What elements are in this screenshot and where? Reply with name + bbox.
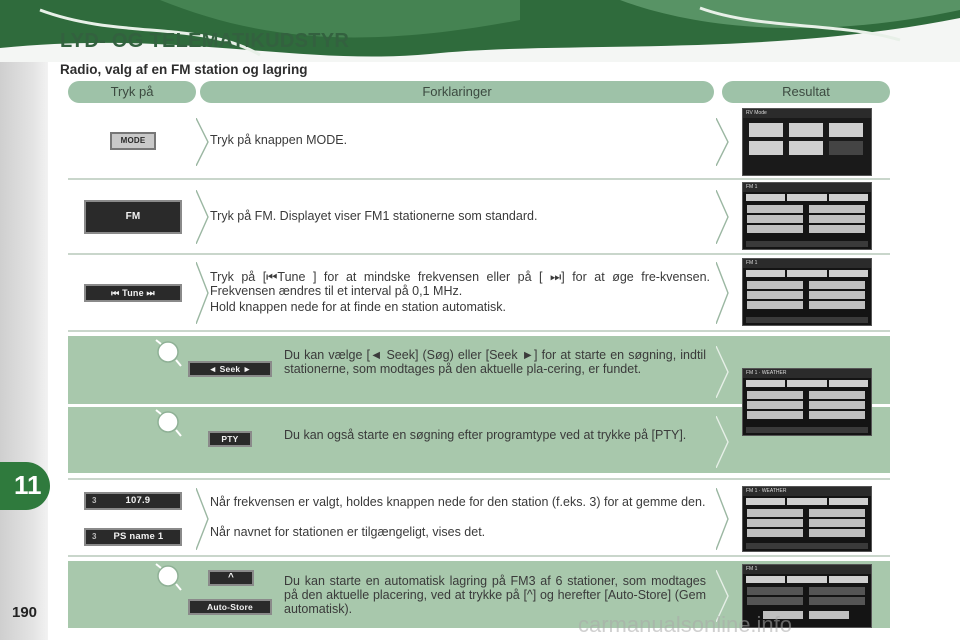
row-separator <box>68 253 890 255</box>
mode-button[interactable]: MODE <box>110 132 156 150</box>
row-text: Du kan vælge [◄ Seek] (Søg) eller [Seek ►] for at starte en søgning, indtil stationerne, som modtages på den aktuelle pla-cering, er fundet. <box>284 348 706 376</box>
chevron-divider-icon <box>196 190 210 244</box>
page-number: 190 <box>12 604 38 621</box>
row-text: Tryk på FM. Displayet viser FM1 stationerne som standard. <box>210 209 538 223</box>
result-screen-autostore: FM 1 <box>742 564 872 628</box>
row-text: Tryk på knappen MODE. <box>210 133 348 147</box>
pty-button[interactable]: PTY <box>208 431 252 447</box>
preset-name-button[interactable] <box>84 528 182 546</box>
lightbulb-tip-icon <box>152 408 182 438</box>
preset-station-name: PS name 1 <box>113 531 164 542</box>
section-subtitle: Radio, valg af en FM station og lagring <box>60 62 308 77</box>
row-text: Når frekvensen er valgt, holdes knappen nede for den station (f.eks. 3) for at gemme den. <box>210 495 706 509</box>
result-screen-tune: FM 1 <box>742 258 872 326</box>
chevron-divider-icon <box>716 262 730 324</box>
row-text: Tryk på [⏮Tune ] for at mindske frekvensen eller på [ ⏭] for at øge fre-kvensen. Frekvensen ændres til et interval på 0,1 MHz. <box>210 270 710 298</box>
column-header-result: Resultat <box>722 81 890 103</box>
result-screen-mode: RV Mode <box>742 108 872 176</box>
row-text: Du kan også starte en søgning efter programtype ved at trykke på [PTY]. <box>284 428 687 442</box>
row-text-secondary: Hold knappen nede for at finde en station automatisk. <box>210 300 507 314</box>
preset-number: 3 <box>92 496 97 505</box>
preset-frequency-button[interactable] <box>84 492 182 510</box>
row-separator <box>68 555 890 557</box>
result-screen-preset: FM 1 · WEATHER <box>742 486 872 552</box>
row-text: Du kan starte en automatisk lagring på FM3 af 6 stationer, som modtages på den aktuelle placering, ved at trykke på [^] og herefter [Auto-Store] (Gem automatisk). <box>284 574 706 616</box>
preset-frequency: 107.9 <box>125 495 151 506</box>
row-separator <box>68 178 890 180</box>
chevron-divider-icon <box>196 488 210 550</box>
watermark: carmanualsonline.info <box>578 612 793 637</box>
result-screen-seek-pty: FM 1 · WEATHER <box>742 368 872 436</box>
left-margin-bar <box>0 0 48 640</box>
chevron-divider-icon <box>716 488 730 550</box>
lightbulb-tip-icon <box>152 338 182 368</box>
tune-button[interactable]: ⏮ Tune ⏭ <box>84 284 182 302</box>
chevron-divider-icon <box>716 118 730 166</box>
chevron-divider-icon <box>196 118 210 166</box>
page-title: LYD- OG TELEMATIKUDSTYR <box>60 30 350 52</box>
lightbulb-tip-icon <box>152 562 182 592</box>
auto-store-button[interactable]: Auto-Store <box>188 599 272 615</box>
seek-button[interactable]: ◄ Seek ► <box>188 361 272 377</box>
chapter-number: 11 <box>14 470 42 500</box>
result-screen-fm: FM 1 <box>742 182 872 250</box>
chevron-divider-icon <box>716 190 730 244</box>
row-separator <box>68 330 890 332</box>
row-text-secondary: Når navnet for stationen er tilgængeligt, vises det. <box>210 525 486 539</box>
preset-number: 3 <box>92 532 97 541</box>
chevron-divider-icon <box>716 346 730 398</box>
up-arrow-button[interactable]: ^ <box>208 570 254 586</box>
column-header-press: Tryk på <box>68 81 196 103</box>
fm-button[interactable]: FM <box>84 200 182 234</box>
chevron-divider-icon <box>716 416 730 468</box>
row-separator <box>68 478 890 480</box>
chevron-divider-icon <box>196 262 210 324</box>
column-header-explanations: Forklaringer <box>200 81 714 103</box>
